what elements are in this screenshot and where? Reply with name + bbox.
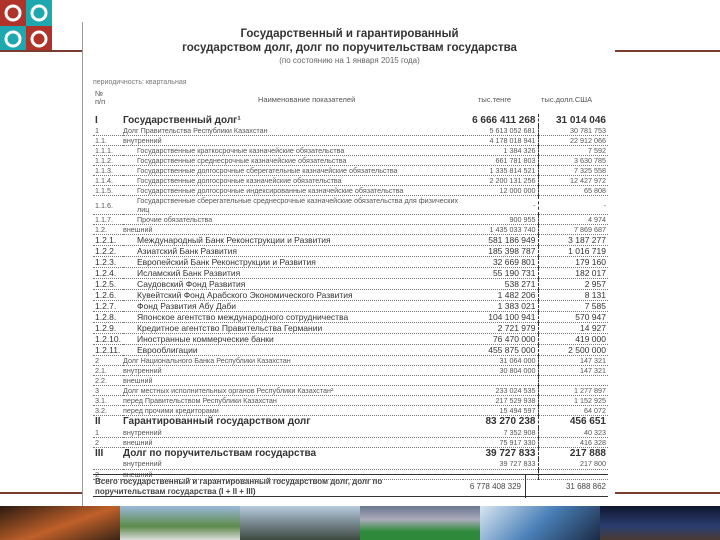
row-value-usd: 12 427 972 — [538, 176, 608, 186]
row-number: 1.1.5. — [93, 186, 123, 196]
row-value-usd: 1 152 925 — [538, 396, 608, 406]
row-number: 1.2.1. — [93, 235, 123, 246]
row-value-kzt: 900 955 — [463, 215, 538, 225]
row-value-kzt: 12 000 000 — [463, 186, 538, 196]
row-number: 1.2.9. — [93, 323, 123, 334]
row-value-usd: 456 651 — [569, 416, 606, 428]
row-name: Гарантированный государством долг — [123, 416, 311, 428]
doc-subtitle: (по состоянию на 1 января 2015 года) — [279, 56, 420, 65]
row-name: внутренний — [123, 366, 463, 376]
header-kzt: тыс.тенге — [478, 95, 512, 104]
row-value-usd: 1 016 719 — [538, 246, 608, 257]
row-name: внешний — [123, 225, 463, 235]
row-value-usd: 4 974 — [538, 215, 608, 225]
doc-title-line1: Государственный и гарантированный — [240, 28, 459, 40]
table-row — [93, 114, 608, 126]
table-row — [93, 376, 608, 386]
table-row — [93, 156, 608, 166]
row-number: 2 — [93, 469, 123, 479]
table-row — [93, 215, 608, 225]
row-value-kzt: 2 721 979 — [463, 323, 538, 334]
row-name: Японское агентство международного сотрудничества — [123, 312, 463, 323]
row-value-kzt: 1 435 033 740 — [463, 225, 538, 235]
row-number: 3 — [93, 386, 123, 396]
row-value-usd: 416 328 — [538, 437, 608, 447]
table-row — [93, 279, 608, 290]
row-value-usd: 147 321 — [538, 366, 608, 376]
row-number: 1.1.1. — [93, 146, 123, 156]
header-rule-left — [0, 50, 82, 52]
row-name: Еврооблигации — [123, 345, 463, 356]
row-value-kzt: 661 781 803 — [463, 156, 538, 166]
row-value-usd: 182 017 — [538, 268, 608, 279]
row-number: 1.2.8. — [93, 312, 123, 323]
photo-refinery — [240, 506, 360, 540]
row-value-kzt: 185 398 787 — [463, 246, 538, 257]
row-name: внутренний — [123, 136, 463, 146]
row-number: 2.1. — [93, 366, 123, 376]
row-number: II — [95, 416, 101, 428]
table-row — [93, 406, 608, 416]
row-value-kzt: 76 470 000 — [463, 334, 538, 345]
row-name: перед Правительством Республики Казахстан — [123, 396, 463, 406]
row-name: Долг Правительства Республики Казахстан — [123, 126, 463, 136]
table-row — [93, 290, 608, 301]
row-name: Долг по поручительствам государства — [123, 448, 317, 460]
table-row — [93, 356, 608, 366]
row-number — [93, 459, 123, 469]
row-value-usd: - — [538, 469, 608, 479]
row-value-kzt: 30 804 000 — [463, 366, 538, 376]
row-name: Кредитное агентство Правительства Германии — [123, 323, 463, 334]
row-value-kzt: 15 494 597 — [463, 406, 538, 416]
row-number: 3.2. — [93, 406, 123, 416]
row-value-usd: 217 800 — [538, 459, 608, 469]
table-row — [93, 268, 608, 279]
photo-strip — [0, 506, 720, 540]
header-rule-right — [614, 50, 720, 52]
row-value-kzt: 233 024 535 — [463, 386, 538, 396]
row-value-usd: 3 187 277 — [538, 235, 608, 246]
row-value-usd: 14 927 — [538, 323, 608, 334]
row-value-usd: 2 957 — [538, 279, 608, 290]
total-usd: 31 688 862 — [565, 482, 606, 491]
header-name: Наименование показателей — [258, 95, 356, 104]
table-row — [93, 386, 608, 396]
row-value-kzt: 83 270 238 — [463, 416, 538, 428]
row-value-usd: 7 869 687 — [538, 225, 608, 235]
debt-document — [82, 22, 615, 506]
row-name: внешний — [123, 469, 463, 479]
row-value-kzt — [463, 376, 538, 386]
row-value-kzt: 538 271 — [463, 279, 538, 290]
table-row — [93, 459, 608, 469]
row-value-kzt: 5 613 052 681 — [463, 126, 538, 136]
table-row — [93, 312, 608, 323]
row-number: 1.2.3. — [93, 257, 123, 268]
row-value-kzt: 2 200 131 256 — [463, 176, 538, 186]
row-name: Государственные долгосрочные индексированные казначейские обязательства — [123, 186, 463, 196]
row-value-usd: 30 781 753 — [538, 126, 608, 136]
row-number: 1.1.2. — [93, 156, 123, 166]
row-value-usd: 8 131 — [538, 290, 608, 301]
row-value-usd: - — [538, 196, 608, 215]
row-number: 1.2.2. — [93, 246, 123, 257]
row-value-kzt: 217 529 938 — [463, 396, 538, 406]
row-name: Долг местных исполнительных органов Республики Казахстан² — [123, 386, 463, 396]
table-row — [93, 126, 608, 136]
table-row — [93, 437, 608, 447]
row-value-kzt: 32 669 801 — [463, 257, 538, 268]
row-value-usd: 1 277 897 — [538, 386, 608, 396]
table-row — [93, 301, 608, 312]
row-value-usd: 3 630 785 — [538, 156, 608, 166]
row-value-usd: 570 947 — [538, 312, 608, 323]
table-row — [93, 136, 608, 146]
row-value-usd: 7 325 558 — [538, 166, 608, 176]
row-name: Долг Национального Банка Республики Казахстан — [123, 356, 463, 366]
row-name: Государственные среднесрочные казначейские обязательства — [123, 156, 463, 166]
table-row — [93, 366, 608, 376]
row-name: Кувейтский Фонд Арабского Экономического Развития — [123, 290, 463, 301]
row-value-kzt: 581 186 949 — [463, 235, 538, 246]
table-row — [93, 246, 608, 257]
table-row — [93, 345, 608, 356]
row-value-kzt: - — [463, 196, 538, 215]
table-row — [93, 235, 608, 246]
row-name: Фонд Развития Абу Даби — [123, 301, 463, 312]
row-number: 1.2.4. — [93, 268, 123, 279]
row-name: Государственные долгосрочные казначейские обязательства — [123, 176, 463, 186]
row-value-usd: 147 321 — [538, 356, 608, 366]
row-value-kzt: 39 727 833 — [463, 447, 538, 459]
table-row — [93, 416, 608, 428]
row-name: внешний — [123, 376, 463, 386]
table-row — [93, 257, 608, 268]
row-number: 1.2.6. — [93, 290, 123, 301]
table-row — [93, 428, 608, 438]
header-num: № п/п — [95, 89, 106, 106]
row-number: 1.2.5. — [93, 279, 123, 290]
row-name: Государственный долг¹ — [123, 114, 241, 126]
row-value-usd: 419 000 — [538, 334, 608, 345]
table-row — [93, 146, 608, 156]
row-value-kzt: 75 917 330 — [463, 437, 538, 447]
row-number: 2 — [93, 356, 123, 366]
row-value-kzt: 4 178 018 941 — [463, 136, 538, 146]
row-number: I — [95, 114, 98, 126]
row-name: Саудовский Фонд Развития — [123, 279, 463, 290]
row-value-kzt: 1 335 814 521 — [463, 166, 538, 176]
row-value-usd: 31 014 046 — [555, 114, 606, 126]
row-value-kzt: 7 352 908 — [463, 428, 538, 438]
row-value-usd: 7 592 — [538, 146, 608, 156]
row-name: Европейский Банк Реконструкции и Развития — [123, 257, 463, 268]
row-name: Международный Банк Реконструкции и Развития — [123, 235, 463, 246]
row-number: 1.1.3. — [93, 166, 123, 176]
photo-train — [120, 506, 240, 540]
table-row — [93, 225, 608, 235]
row-value-kzt: 1 383 021 — [463, 301, 538, 312]
row-value-usd: 179 160 — [538, 257, 608, 268]
row-value-kzt: 39 727 833 — [463, 459, 538, 469]
row-value-kzt: 55 190 731 — [463, 268, 538, 279]
total-label: Всего государственный и гарантированный государством долг, долг по поручительствам государства (I + II + III) — [95, 477, 383, 496]
row-name: Исламский Банк Развития — [123, 268, 463, 279]
table-row — [93, 196, 608, 215]
doc-title-line2: государством долг, долг по поручительствам государства — [182, 42, 517, 54]
row-number: 1.2. — [93, 225, 123, 235]
row-name: Государственные долгосрочные сберегательные казначейские обязательства — [123, 166, 463, 176]
row-number: 2 — [93, 437, 123, 447]
row-number: 1.1. — [93, 136, 123, 146]
row-number: 2.2. — [93, 376, 123, 386]
row-number: 3.1. — [93, 396, 123, 406]
photo-stadium — [360, 506, 480, 540]
row-value-usd: 2 500 000 — [538, 345, 608, 356]
table-row — [93, 447, 608, 459]
photo-city-night — [600, 506, 720, 540]
row-value-kzt: 455 875 000 — [463, 345, 538, 356]
debt-table — [93, 114, 608, 480]
row-value-usd: 22 912 066 — [538, 136, 608, 146]
row-number: 1 — [93, 428, 123, 438]
row-name: внешний — [123, 437, 463, 447]
row-number: 1.2.7. — [93, 301, 123, 312]
header-usd: тыс.долл.США — [541, 95, 593, 104]
row-name: внутренний — [123, 428, 463, 438]
row-number: 1 — [93, 126, 123, 136]
row-name: внутренний — [123, 459, 463, 469]
row-name: Азиатский Банк Развития — [123, 246, 463, 257]
table-row — [93, 186, 608, 196]
table-row — [93, 334, 608, 345]
row-number: 1.2.10. — [95, 334, 121, 345]
table-row — [93, 396, 608, 406]
row-number: 1.1.4. — [93, 176, 123, 186]
photo-highway — [0, 506, 120, 540]
photo-bridge — [480, 506, 600, 540]
row-value-kzt: 1 384 326 — [463, 146, 538, 156]
row-value-kzt: 31 064 000 — [463, 356, 538, 366]
row-number: III — [95, 448, 104, 460]
table-row — [93, 323, 608, 334]
row-value-usd: 7 585 — [538, 301, 608, 312]
row-value-kzt: 6 666 411 268 — [463, 114, 538, 126]
row-number: 1.1.6. — [93, 196, 123, 215]
row-name: Государственные сберегательные среднесрочные казначейские обязательства для физических лиц — [123, 196, 463, 215]
table-row — [93, 166, 608, 176]
total-row — [93, 474, 608, 497]
row-name: перед прочими кредиторами — [123, 406, 463, 416]
row-number: 1.1.7. — [93, 215, 123, 225]
ornament-logo — [0, 0, 52, 52]
row-number: 1.2.11. — [93, 345, 123, 356]
row-name: Прочие обязательства — [123, 215, 463, 225]
row-value-usd: 65 808 — [538, 186, 608, 196]
row-value-usd: 217 888 — [569, 448, 606, 460]
total-kzt: 6 778 408 329 — [469, 482, 521, 491]
row-value-kzt: 1 482 206 — [463, 290, 538, 301]
row-value-usd: 64 072 — [538, 406, 608, 416]
row-value-kzt: - — [463, 469, 538, 479]
table-row — [93, 176, 608, 186]
row-value-usd: 40 323 — [538, 428, 608, 438]
row-value-kzt: 104 100 941 — [463, 312, 538, 323]
row-name: Государственные краткосрочные казначейские обязательства — [123, 146, 463, 156]
periodicity: периодичность: квартальная — [93, 79, 187, 86]
row-name: Иностранные коммерческие банки — [123, 334, 463, 345]
row-value-usd — [538, 376, 608, 386]
